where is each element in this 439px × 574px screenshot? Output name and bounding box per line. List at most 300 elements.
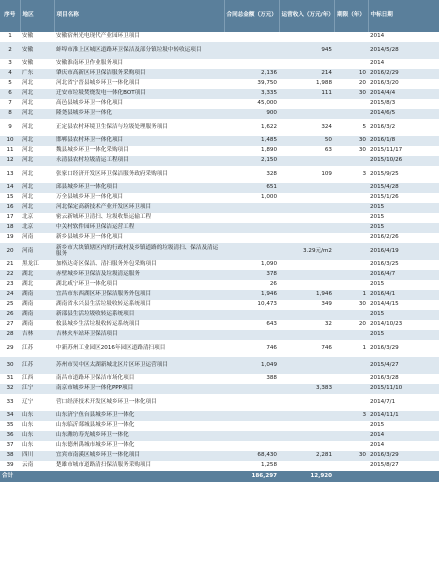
cell-award-date: 2016/2/29 bbox=[368, 69, 439, 79]
cell-index: 19 bbox=[6, 234, 14, 241]
cell-term: 30 bbox=[358, 301, 366, 308]
cell-project-name: 邯郸县农村环卫一体化项目 bbox=[54, 136, 224, 146]
table-row bbox=[0, 320, 439, 330]
cell-operating-revenue: 1,988 bbox=[315, 80, 332, 87]
cell-operating-revenue: 2,281 bbox=[279, 451, 334, 461]
cell-award-date: 2014/10/23 bbox=[370, 321, 403, 328]
cell-operating-revenue bbox=[279, 441, 334, 451]
cell-project-name: 新乡市大块镇辖区内的行政村及乡镇道路的垃圾清扫、保洁及清运服务 bbox=[54, 243, 224, 260]
cell-award-date: 2015/11/17 bbox=[370, 147, 403, 154]
cell-region: 湖北 bbox=[22, 281, 34, 288]
cell-term bbox=[334, 280, 368, 290]
cell-project-name: 中关村软件园环卫保洁运营工程 bbox=[54, 223, 224, 233]
cell-project-name: 楚雄市城市道路清扫保洁服务采购项目 bbox=[56, 462, 152, 469]
cell-operating-revenue bbox=[279, 193, 334, 203]
table-row bbox=[0, 233, 439, 243]
cell-term: 30 bbox=[334, 136, 368, 146]
table-row bbox=[0, 166, 439, 183]
table-row bbox=[0, 109, 439, 119]
table-row bbox=[0, 461, 439, 471]
cell-award-date: 2016/3/29 bbox=[368, 451, 439, 461]
cell-region: 湖南 bbox=[20, 310, 54, 320]
cell-award-date: 2016/2/26 bbox=[370, 234, 399, 241]
cell-index: 15 bbox=[6, 194, 14, 201]
cell-award-date: 2015 bbox=[370, 281, 385, 288]
table-row bbox=[0, 441, 439, 451]
cell-index: 30 bbox=[0, 357, 20, 374]
cell-operating-revenue: 3,383 bbox=[279, 384, 334, 394]
cell-region: 河北 bbox=[22, 147, 34, 154]
cell-region: 河北 bbox=[20, 109, 54, 119]
cell-index: 27 bbox=[6, 321, 14, 328]
table-row bbox=[0, 203, 439, 213]
table-row bbox=[0, 411, 439, 421]
table-row bbox=[0, 394, 439, 411]
cell-award-date: 2015 bbox=[368, 223, 439, 233]
cell-operating-revenue bbox=[279, 270, 334, 280]
cell-contract-amount: 378 bbox=[224, 270, 279, 280]
cell-index: 39 bbox=[6, 462, 14, 469]
cell-award-date: 2015 bbox=[370, 422, 385, 429]
cell-project-name: 山东潍坊寿光城乡环卫一体化 bbox=[54, 431, 224, 441]
cell-term bbox=[334, 461, 368, 471]
cell-award-date: 2014 bbox=[368, 431, 439, 441]
header-project-name: 项目名称 bbox=[54, 0, 224, 32]
cell-operating-revenue bbox=[279, 330, 334, 340]
cell-contract-amount bbox=[224, 310, 279, 320]
cell-operating-revenue: 63 bbox=[324, 147, 332, 154]
cell-contract-amount: 26 bbox=[269, 281, 277, 288]
cell-award-date: 2016/3/25 bbox=[370, 261, 399, 268]
cell-term: 1 bbox=[334, 290, 368, 300]
cell-region: 湖北 bbox=[20, 270, 54, 280]
cell-award-date: 2015/10/26 bbox=[368, 156, 439, 166]
cell-term bbox=[334, 384, 368, 394]
cell-project-name: 高邑县城乡环卫一体化项目 bbox=[56, 100, 124, 107]
cell-region: 河北 bbox=[22, 123, 34, 130]
cell-index: 20 bbox=[0, 243, 20, 260]
cell-term bbox=[334, 59, 368, 69]
cell-region: 广东 bbox=[20, 69, 54, 79]
cell-operating-revenue bbox=[279, 280, 334, 290]
total-empty-cell bbox=[54, 471, 224, 482]
total-operating-revenue: 12,920 bbox=[279, 471, 334, 482]
table-row bbox=[0, 79, 439, 89]
cell-region: 辽宁 bbox=[22, 398, 34, 405]
cell-award-date: 2016/4/19 bbox=[368, 243, 439, 260]
cell-project-name: 山东济宁鱼台县城乡环卫一体化 bbox=[54, 411, 224, 421]
cell-project-name: 蚌埠市淮上区城区道路环卫保洁及部分镇垃圾中转收运项目 bbox=[54, 42, 224, 59]
cell-region: 河北 bbox=[22, 100, 34, 107]
cell-term bbox=[334, 357, 368, 374]
cell-index: 1 bbox=[8, 33, 12, 40]
cell-term bbox=[334, 374, 368, 384]
cell-award-date: 2014/4/15 bbox=[370, 301, 399, 308]
cell-term bbox=[334, 32, 368, 42]
cell-project-name: 宜宾市南溪区城乡环卫一体化项目 bbox=[54, 451, 224, 461]
cell-project-name: 山东临沂郯城县城乡环卫一体化 bbox=[56, 422, 135, 429]
cell-contract-amount bbox=[224, 223, 279, 233]
cell-contract-amount: 1,890 bbox=[260, 147, 277, 154]
cell-award-date: 2014 bbox=[370, 60, 385, 67]
table-row bbox=[0, 99, 439, 109]
cell-region: 河北 bbox=[22, 80, 34, 87]
cell-region: 北京 bbox=[20, 223, 54, 233]
cell-region: 河北 bbox=[20, 183, 54, 193]
cell-index: 11 bbox=[6, 147, 14, 154]
cell-index: 38 bbox=[0, 451, 20, 461]
cell-index: 6 bbox=[0, 89, 20, 99]
cell-project-name: 河北省宁晋县城乡环卫一体化项目 bbox=[56, 80, 140, 87]
cell-region: 黑龙江 bbox=[22, 261, 39, 268]
cell-project-name: 新邵县生活垃圾收转运系统项目 bbox=[54, 310, 224, 320]
cell-award-date: 2016/3/2 bbox=[370, 123, 396, 130]
cell-contract-amount: 10,473 bbox=[257, 301, 277, 308]
table-row bbox=[0, 146, 439, 156]
table-row bbox=[0, 183, 439, 193]
cell-project-name: 迁安市垃圾焚烧发电一体化BOT项目 bbox=[54, 89, 224, 99]
table-row bbox=[0, 59, 439, 69]
cell-operating-revenue bbox=[279, 213, 334, 223]
cell-term bbox=[334, 270, 368, 280]
cell-project-name: 南昌市道路环卫保洁市场化项目 bbox=[56, 375, 135, 382]
cell-operating-revenue bbox=[279, 109, 334, 119]
cell-contract-amount bbox=[224, 59, 279, 69]
cell-operating-revenue: 32 bbox=[324, 321, 332, 328]
cell-project-name: 宜昌市东西湖区环卫保洁服务外包项目 bbox=[54, 290, 224, 300]
cell-contract-amount bbox=[224, 233, 279, 243]
table-row bbox=[0, 89, 439, 99]
cell-region: 河北 bbox=[22, 194, 34, 201]
cell-contract-amount bbox=[224, 431, 279, 441]
cell-contract-amount: 2,150 bbox=[224, 156, 279, 166]
cell-award-date: 2014/11/1 bbox=[368, 411, 439, 421]
cell-index: 16 bbox=[0, 203, 20, 213]
cell-operating-revenue: 746 bbox=[321, 344, 332, 351]
cell-index: 21 bbox=[6, 261, 14, 268]
cell-award-date: 2014/6/5 bbox=[368, 109, 439, 119]
cell-award-date: 2014/5/28 bbox=[368, 42, 439, 59]
table-row bbox=[0, 330, 439, 340]
cell-operating-revenue bbox=[279, 357, 334, 374]
cell-award-date: 2016/4/7 bbox=[368, 270, 439, 280]
table-row bbox=[0, 374, 439, 384]
cell-term bbox=[334, 330, 368, 340]
cell-index: 8 bbox=[0, 109, 20, 119]
cell-contract-amount: 900 bbox=[224, 109, 279, 119]
cell-operating-revenue: 214 bbox=[279, 69, 334, 79]
table-row bbox=[0, 357, 439, 374]
cell-project-name: 隆尧县城乡环卫一体化 bbox=[54, 109, 224, 119]
cell-term bbox=[334, 203, 368, 213]
cell-project-name: 安徽宿州光电现代产业园环卫项目 bbox=[56, 33, 140, 40]
cell-index: 2 bbox=[0, 42, 20, 59]
cell-contract-amount: 1,090 bbox=[260, 261, 277, 268]
cell-region: 安徽 bbox=[22, 60, 34, 67]
cell-term: 20 bbox=[358, 321, 366, 328]
cell-index: 18 bbox=[0, 223, 20, 233]
cell-index: 29 bbox=[6, 344, 14, 351]
cell-region: 四川 bbox=[20, 451, 54, 461]
cell-term bbox=[334, 109, 368, 119]
header-region: 地区 bbox=[20, 0, 54, 32]
table-row bbox=[0, 42, 439, 59]
cell-region: 湖南 bbox=[22, 321, 34, 328]
table-row bbox=[0, 270, 439, 280]
cell-contract-amount: 39,750 bbox=[257, 80, 277, 87]
table-row bbox=[0, 451, 439, 461]
cell-award-date: 2014 bbox=[370, 442, 385, 449]
cell-term bbox=[334, 156, 368, 166]
cell-project-name: 张家口经济开发区环卫保洁服务政府采购项目 bbox=[56, 170, 168, 177]
cell-contract-amount: 1,000 bbox=[260, 194, 277, 201]
cell-term bbox=[334, 310, 368, 320]
cell-project-name: 湖南省永兴县生活垃圾收转运系统项目 bbox=[56, 301, 152, 308]
cell-contract-amount: 328 bbox=[266, 170, 277, 177]
header-term: 期限（年） bbox=[334, 0, 368, 32]
cell-contract-amount bbox=[224, 411, 279, 421]
cell-project-name: 万全县城乡环卫一体化项目 bbox=[56, 194, 124, 201]
cell-index: 26 bbox=[0, 310, 20, 320]
table-row bbox=[0, 421, 439, 431]
cell-region: 河南 bbox=[22, 234, 34, 241]
cell-operating-revenue bbox=[279, 59, 334, 69]
cell-region: 山东 bbox=[22, 442, 34, 449]
cell-index: 12 bbox=[0, 156, 20, 166]
header-index: 序号 bbox=[0, 0, 20, 32]
cell-award-date: 2015 bbox=[368, 330, 439, 340]
cell-operating-revenue: 1,946 bbox=[279, 290, 334, 300]
cell-project-name: 吉林火车站环卫保洁项目 bbox=[54, 330, 224, 340]
cell-project-name: 永清县农村垃圾清运工程项目 bbox=[54, 156, 224, 166]
cell-operating-revenue bbox=[279, 183, 334, 193]
cell-contract-amount: 643 bbox=[266, 321, 277, 328]
cell-term: 3 bbox=[362, 170, 366, 177]
cell-award-date: 2015 bbox=[370, 214, 385, 221]
table-row bbox=[0, 156, 439, 166]
cell-index: 37 bbox=[6, 442, 14, 449]
cell-project-name: 湖北咸宁环卫一体化项目 bbox=[56, 281, 118, 288]
cell-region: 江西 bbox=[22, 375, 34, 382]
cell-region: 山东 bbox=[22, 422, 34, 429]
cell-project-name: 肇庆市高新区环卫保洁服务采购项目 bbox=[54, 69, 224, 79]
cell-contract-amount: 651 bbox=[224, 183, 279, 193]
cell-region: 安徽 bbox=[22, 33, 34, 40]
cell-index: 28 bbox=[0, 330, 20, 340]
cell-term bbox=[334, 223, 368, 233]
table-row bbox=[0, 260, 439, 270]
cell-contract-amount bbox=[224, 42, 279, 59]
cell-term bbox=[334, 99, 368, 109]
cell-award-date: 2015/4/27 bbox=[368, 357, 439, 374]
cell-index: 31 bbox=[6, 375, 14, 382]
cell-region: 河北 bbox=[20, 136, 54, 146]
cell-award-date: 2016/3/20 bbox=[370, 80, 399, 87]
cell-operating-revenue bbox=[279, 421, 334, 431]
cell-contract-amount bbox=[224, 330, 279, 340]
table-row bbox=[0, 32, 439, 42]
total-empty-cell bbox=[334, 471, 368, 482]
cell-term bbox=[334, 183, 368, 193]
cell-contract-amount bbox=[224, 243, 279, 260]
cell-contract-amount: 2,136 bbox=[224, 69, 279, 79]
cell-contract-amount: 1,049 bbox=[224, 357, 279, 374]
cell-contract-amount bbox=[224, 441, 279, 451]
cell-award-date: 2015/9/25 bbox=[370, 170, 399, 177]
cell-term: 10 bbox=[334, 69, 368, 79]
table-row bbox=[0, 193, 439, 203]
cell-award-date: 2015/8/27 bbox=[370, 462, 399, 469]
cell-operating-revenue bbox=[279, 431, 334, 441]
table-row bbox=[0, 310, 439, 320]
cell-region: 河北 bbox=[20, 203, 54, 213]
cell-award-date: 2016/1/8 bbox=[368, 136, 439, 146]
cell-operating-revenue: 945 bbox=[279, 42, 334, 59]
cell-operating-revenue bbox=[279, 32, 334, 42]
cell-award-date: 2016/3/28 bbox=[370, 375, 399, 382]
table-row bbox=[0, 243, 439, 260]
total-row bbox=[0, 471, 439, 482]
cell-project-name: 营口经济技术开发区城乡环卫一体化项目 bbox=[56, 398, 157, 405]
cell-index: 4 bbox=[0, 69, 20, 79]
cell-project-name: 正定县农村环境卫生保洁与垃圾处理服务项目 bbox=[56, 123, 168, 130]
cell-operating-revenue bbox=[279, 260, 334, 270]
cell-term: 3 bbox=[334, 411, 368, 421]
cell-operating-revenue bbox=[279, 99, 334, 109]
cell-contract-amount bbox=[224, 203, 279, 213]
cell-contract-amount: 1,946 bbox=[224, 290, 279, 300]
table-row bbox=[0, 119, 439, 136]
cell-index: 32 bbox=[0, 384, 20, 394]
cell-contract-amount: 1,258 bbox=[260, 462, 277, 469]
header-award-date: 中标日期 bbox=[368, 0, 439, 32]
cell-term bbox=[334, 431, 368, 441]
cell-region: 山东 bbox=[20, 411, 54, 421]
table-row bbox=[0, 290, 439, 300]
cell-term: 30 bbox=[334, 89, 368, 99]
cell-index: 13 bbox=[6, 170, 14, 177]
cell-project-name: 魏县城乡环卫一体化采购项目 bbox=[56, 147, 129, 154]
cell-term bbox=[334, 394, 368, 411]
cell-term bbox=[334, 243, 368, 260]
cell-operating-revenue bbox=[279, 156, 334, 166]
cell-index: 36 bbox=[0, 431, 20, 441]
table-row bbox=[0, 136, 439, 146]
cell-index: 10 bbox=[0, 136, 20, 146]
cell-award-date: 2015/1/26 bbox=[370, 194, 399, 201]
cell-index: 17 bbox=[6, 214, 14, 221]
cell-award-date: 2015/4/28 bbox=[368, 183, 439, 193]
cell-region: 安徽 bbox=[20, 42, 54, 59]
cell-award-date: 2016/3/29 bbox=[370, 344, 399, 351]
header-contract-amount: 合同总金额（万元） bbox=[224, 0, 279, 32]
cell-term bbox=[334, 42, 368, 59]
cell-project-name: 加格达奇区保洁、清扫服务外包采购项目 bbox=[56, 261, 157, 268]
cell-project-name: 攸县城乡生活垃圾收转运系统项目 bbox=[56, 321, 140, 328]
cell-operating-revenue bbox=[279, 223, 334, 233]
cell-term bbox=[334, 213, 368, 223]
cell-contract-amount bbox=[224, 421, 279, 431]
cell-contract-amount bbox=[224, 394, 279, 411]
cell-operating-revenue: 111 bbox=[279, 89, 334, 99]
table-row bbox=[0, 431, 439, 441]
table-row bbox=[0, 280, 439, 290]
cell-contract-amount: 1,622 bbox=[260, 123, 277, 130]
cell-operating-revenue: 349 bbox=[321, 301, 332, 308]
cell-award-date: 2015/8/3 bbox=[370, 100, 396, 107]
cell-award-date: 2014/7/1 bbox=[370, 398, 396, 405]
cell-contract-amount: 746 bbox=[266, 344, 277, 351]
cell-region: 江苏 bbox=[20, 357, 54, 374]
cell-project-name: 南京市城乡环卫一体化PPP项目 bbox=[54, 384, 224, 394]
table-row bbox=[0, 213, 439, 223]
cell-region: 江宁 bbox=[20, 384, 54, 394]
table-row bbox=[0, 340, 439, 357]
cell-index: 33 bbox=[6, 398, 14, 405]
cell-term: 20 bbox=[358, 80, 366, 87]
cell-region: 河北 bbox=[20, 89, 54, 99]
cell-term bbox=[334, 421, 368, 431]
cell-region: 河北 bbox=[20, 156, 54, 166]
cell-term: 30 bbox=[358, 147, 366, 154]
cell-contract-amount: 45,000 bbox=[257, 100, 277, 107]
cell-contract-amount bbox=[224, 32, 279, 42]
cell-term bbox=[334, 260, 368, 270]
cell-contract-amount: 68,430 bbox=[224, 451, 279, 461]
cell-operating-revenue bbox=[279, 310, 334, 320]
total-empty-cell bbox=[368, 471, 439, 482]
cell-operating-revenue bbox=[279, 394, 334, 411]
cell-region: 北京 bbox=[22, 214, 34, 221]
cell-operating-revenue bbox=[279, 461, 334, 471]
cell-project-name: 河北保定高新技术产业开发区环卫项目 bbox=[54, 203, 224, 213]
cell-index: 22 bbox=[0, 270, 20, 280]
cell-operating-revenue bbox=[279, 203, 334, 213]
table-header-row bbox=[0, 0, 439, 32]
cell-term bbox=[334, 233, 368, 243]
cell-term: 30 bbox=[334, 451, 368, 461]
cell-contract-amount: 3,335 bbox=[224, 89, 279, 99]
table-row bbox=[0, 300, 439, 310]
cell-index: 5 bbox=[8, 80, 12, 87]
cell-operating-revenue: 109 bbox=[321, 170, 332, 177]
cell-region: 湖南 bbox=[22, 301, 34, 308]
cell-operating-revenue: 324 bbox=[321, 123, 332, 130]
cell-award-date: 2014 bbox=[370, 33, 385, 40]
total-contract-amount: 186,297 bbox=[224, 471, 279, 482]
cell-region: 江苏 bbox=[22, 344, 34, 351]
cell-contract-amount: 1,485 bbox=[224, 136, 279, 146]
cell-award-date: 2014/4/4 bbox=[368, 89, 439, 99]
cell-index: 25 bbox=[6, 301, 14, 308]
cell-operating-revenue bbox=[279, 374, 334, 384]
cell-project-name: 邱县城乡环卫一体化项目 bbox=[54, 183, 224, 193]
cell-operating-revenue: 50 bbox=[279, 136, 334, 146]
cell-contract-amount bbox=[224, 213, 279, 223]
total-label: 合计 bbox=[0, 471, 20, 482]
cell-award-date: 2015 bbox=[368, 310, 439, 320]
cell-project-name: 安徽淮南环卫作业服务项目 bbox=[56, 60, 124, 67]
cell-region: 河南 bbox=[20, 243, 54, 260]
cell-index: 14 bbox=[0, 183, 20, 193]
cell-award-date: 2015 bbox=[368, 203, 439, 213]
cell-project-name: 苏州市吴中区太湖新城北区片区环卫运营项目 bbox=[54, 357, 224, 374]
header-operating-revenue: 运营收入（万元/年） bbox=[279, 0, 334, 32]
table-row bbox=[0, 384, 439, 394]
cell-operating-revenue bbox=[279, 233, 334, 243]
cell-region: 吉林 bbox=[20, 330, 54, 340]
cell-index: 9 bbox=[8, 123, 12, 130]
